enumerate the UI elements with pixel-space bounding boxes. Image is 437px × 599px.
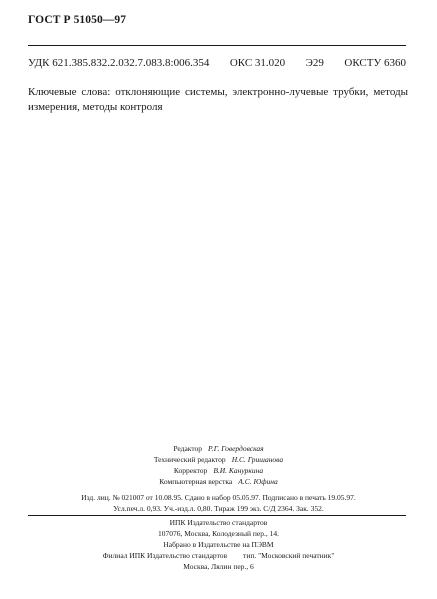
printer-name: тип. "Московский печатник" bbox=[243, 551, 335, 560]
credit-layout bbox=[0, 476, 437, 487]
standard-code: ГОСТ Р 51050—97 bbox=[28, 14, 127, 26]
publication-line-1: Изд. лиц. № 021007 от 10.08.95. Сдано в набор 05.05.97. Подписано в печать 19.05.97. bbox=[81, 493, 356, 502]
credit-corrector bbox=[0, 465, 437, 476]
classification-line bbox=[28, 57, 406, 69]
credit-role: Корректор bbox=[173, 466, 208, 475]
top-divider bbox=[28, 45, 406, 46]
branch-printer-row bbox=[0, 550, 437, 561]
udk-code: УДК 621.385.832.2.032.7.083.8:006.354 bbox=[28, 57, 210, 69]
credit-role: Редактор bbox=[173, 444, 203, 453]
typeset-note: Набрано в Издательстве на ПЭВМ bbox=[163, 540, 274, 549]
credit-role: Компьютерная верстка bbox=[159, 477, 233, 486]
group-code: Э29 bbox=[305, 57, 324, 69]
bottom-divider bbox=[28, 515, 406, 516]
credits-block bbox=[0, 443, 437, 487]
publisher-name: ИПК Издательство стандартов bbox=[169, 518, 268, 527]
keywords-paragraph: Ключевые слова: отклоняющие системы, электронно-лучевые трубки, методы измерения, методы контроля bbox=[28, 86, 408, 113]
credit-editor bbox=[0, 443, 437, 454]
publication-line-2: Усл.печ.л. 0,93. Уч.-изд.л. 0,80. Тираж 199 экз. С/Д 2364. Зак. 352. bbox=[113, 504, 324, 513]
credit-name: А.С. Юфина bbox=[238, 477, 278, 486]
okstu-code: ОКСТУ 6360 bbox=[344, 57, 406, 69]
printer-address: Москва, Лялин пер., 6 bbox=[183, 562, 254, 571]
credit-name: Н.С. Гришанова bbox=[231, 455, 284, 464]
credit-name: В.И. Кануркина bbox=[213, 466, 264, 475]
credit-role: Технический редактор bbox=[153, 455, 226, 464]
credit-tech-editor bbox=[0, 454, 437, 465]
publisher-address: 107076, Москва, Колодезный пер., 14. bbox=[158, 529, 279, 538]
credit-name: Р.Г. Говердовская bbox=[208, 444, 264, 453]
imprint-block bbox=[0, 517, 437, 572]
publication-info bbox=[0, 492, 437, 514]
oks-code: ОКС 31.020 bbox=[229, 57, 286, 69]
branch-name: Филиал ИПК Издательство стандартов bbox=[102, 551, 228, 560]
